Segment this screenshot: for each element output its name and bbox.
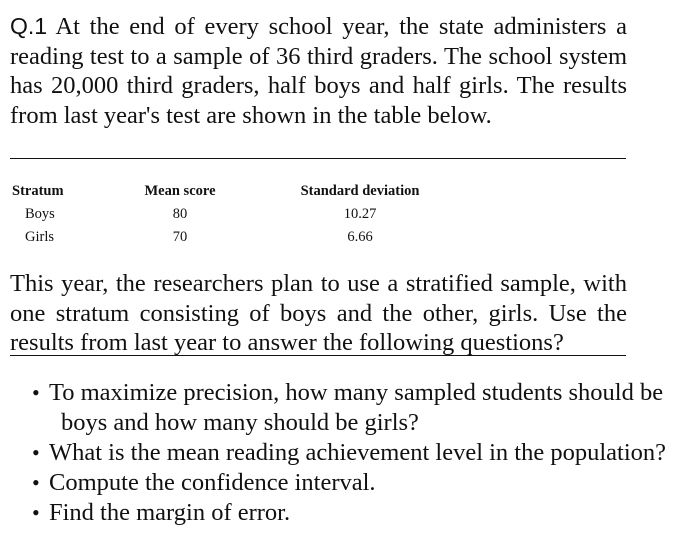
header-standard-deviation: Standard deviation xyxy=(300,183,420,199)
bullet-icon: • xyxy=(32,440,40,465)
divider-top xyxy=(10,158,626,159)
divider-bottom xyxy=(10,355,626,356)
table-header-row xyxy=(10,180,630,203)
table-row xyxy=(10,203,630,226)
list-item-text: Find the margin of error. xyxy=(49,499,291,526)
table-row xyxy=(10,226,630,249)
list-item xyxy=(32,468,697,498)
mean-score-cell: 70 xyxy=(172,229,188,245)
bullet-icon: • xyxy=(32,500,40,525)
bullet-icon: • xyxy=(32,380,40,405)
list-item-text-continued: boys and how many should be girls? xyxy=(61,409,419,436)
question-intro-text: At the end of every school year, the state administers a reading test to a sample of 36 third graders. The school system has 20,000 third graders, half boys and half girls. The results from last year's test are shown in the table below. xyxy=(10,13,627,129)
question-intro xyxy=(10,12,627,130)
bullet-icon: • xyxy=(32,470,40,495)
list-item-text: To maximize precision, how many sampled students should be xyxy=(49,379,664,406)
stratum-cell: Girls xyxy=(25,229,54,245)
list-item xyxy=(32,498,697,528)
list-item xyxy=(32,438,697,468)
header-mean-score: Mean score xyxy=(144,183,216,199)
list-item-text: Compute the confidence interval. xyxy=(49,469,376,496)
question-number: Q.1 xyxy=(10,13,48,39)
stratum-cell: Boys xyxy=(25,206,55,222)
mean-score-cell: 80 xyxy=(172,206,188,222)
question-list xyxy=(32,378,697,528)
std-dev-cell: 6.66 xyxy=(347,229,373,245)
list-item-text: What is the mean reading achievement level in the population? xyxy=(49,439,667,466)
header-stratum: Stratum xyxy=(12,183,64,199)
results-table xyxy=(10,180,630,249)
std-dev-cell: 10.27 xyxy=(343,206,377,222)
question-followup: This year, the researchers plan to use a stratified sample, with one stratum consisting of boys and the other, girls. Use the results from last year to answer the following questions? xyxy=(10,270,627,357)
list-item xyxy=(32,378,697,438)
